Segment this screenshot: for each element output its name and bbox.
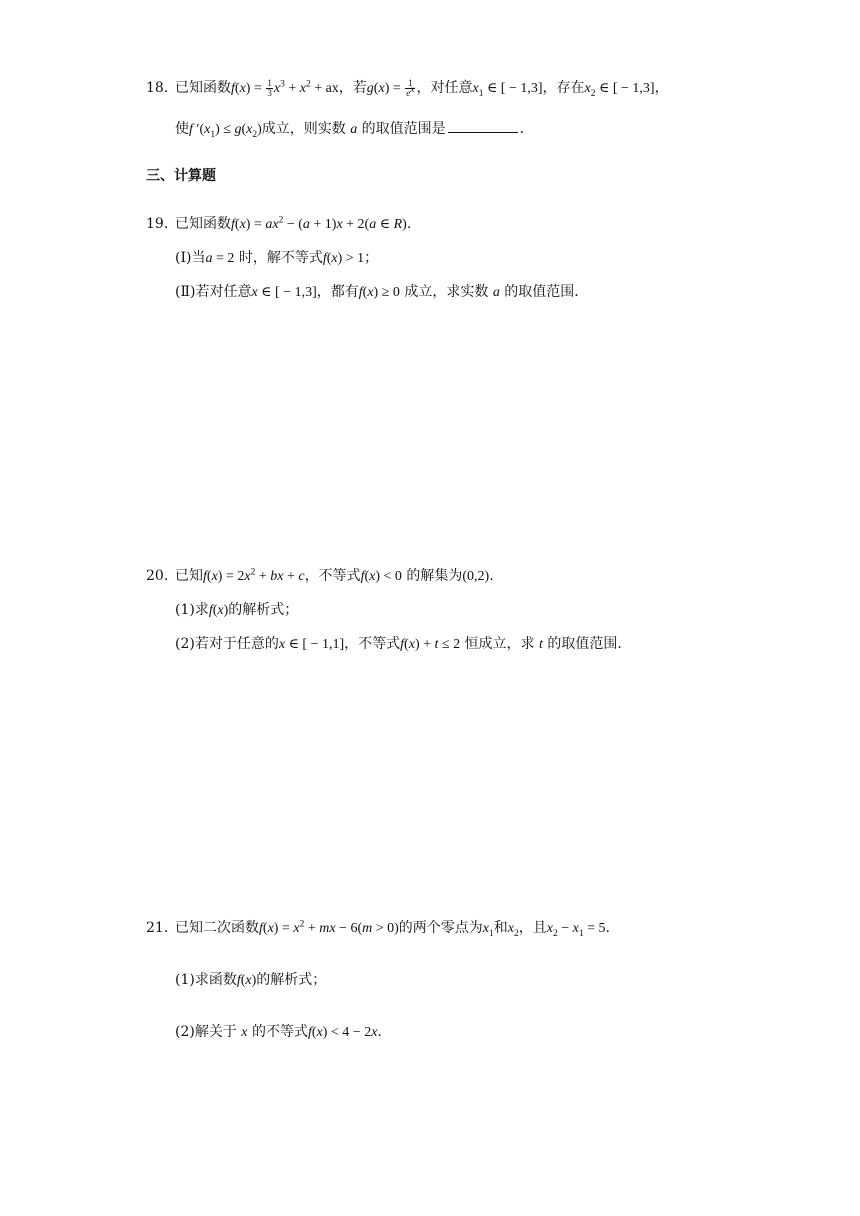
math-expression: a = 2 [205, 251, 235, 266]
question-20-stem: 20. 已知$f(x) = 2x^2$ + bx + c，不等式f(x) < 0 的解集为(0,2). [146, 567, 494, 584]
question-19-part-1: (Ⅰ)当a = 2 时，解不等式f(x) > 1； [175, 250, 379, 266]
question-number: 20. [146, 568, 169, 584]
math-expression: f(x) > 1 [322, 251, 365, 266]
question-number: 21. [146, 920, 169, 936]
math-expression: $x_1$ ∈ [ − 1,3] [472, 81, 543, 99]
question-21-part-1: (1)求函数f(x)的解析式； [175, 972, 327, 988]
question-19-part-2: (Ⅱ)若对任意x ∈ [ − 1,3]，都有f(x) ≥ 0 成立，求实数 a 的取值范围. [175, 284, 579, 300]
section-heading: 三、计算题 [146, 168, 216, 184]
math-expression: $f(x) = x^2$ + mx − 6(m > 0) [259, 919, 399, 936]
math-expression: g(x) = $\frac{1}{e^x}$ [366, 78, 415, 99]
question-number: 19. [146, 216, 169, 232]
math-expression: f(x) [236, 973, 257, 988]
question-21-stem: 21. 已知二次函数$f(x) = x^2$ + mx − 6(m > 0)的两个零点为$x_1$和$x_2$，且$x_2 - x_1 = 5$. [146, 919, 610, 939]
math-expression: f(x) ≥ 0 [358, 285, 400, 300]
math-expression: $x_2$ [507, 921, 519, 939]
question-18-line-1: 18. 已知函数f(x) = $\frac{1}{3}$ $x^3 + x^2$ + ax，若g(x) = $\frac{1}{e^x}$ ，对任意$x_1$ ∈ [ − 1,3]，存在$x_2$ ∈ [ − 1,3]， [146, 78, 669, 99]
math-expression: (0,2) [462, 569, 490, 584]
math-expression: $f(x) = 2x^2$ + bx + c [203, 567, 305, 584]
math-expression: f(x) < 4 − 2x [307, 1025, 378, 1040]
math-expression: $x_2$ ∈ [ − 1,3] [584, 81, 655, 99]
answer-blank[interactable] [448, 118, 518, 133]
question-19-stem: 19. 已知函数$f(x) = ax^2 - (a + 1)x + 2(a$ ∈ R). [146, 215, 412, 232]
question-20-part-1: (1)求f(x)的解析式； [175, 602, 299, 618]
math-expression: $x_1$ [482, 921, 494, 939]
math-expression: f(x) = $\frac{1}{3}$ $x^3 + x^2$ + ax [231, 78, 339, 99]
math-expression: $f(x) = ax^2 - (a + 1)x + 2(a$ ∈ R) [231, 215, 407, 232]
question-21-part-2: (2)解关于 x 的不等式f(x) < 4 − 2x. [175, 1024, 382, 1040]
math-expression: f(x) + t ≤ 2 [400, 637, 461, 652]
math-expression: f $'(x_1) \le g(x_2)$ [189, 122, 262, 140]
math-expression: x ∈ [ − 1,3] [251, 285, 317, 300]
question-20-part-2: (2)若对于任意的x ∈ [ − 1,1]，不等式f(x) + t ≤ 2 恒成立，求 t 的取值范围. [175, 636, 622, 652]
math-expression: $x_2 - x_1 = 5$ [546, 921, 606, 939]
math-expression: f(x) < 0 [360, 569, 402, 584]
question-number: 18. [146, 80, 169, 96]
question-18-line-2: 使f $'(x_1) \le g(x_2)$成立，则实数 a 的取值范围是 . [175, 118, 524, 140]
math-expression: f(x) [208, 603, 229, 618]
math-expression: x ∈ [ − 1,1] [278, 637, 345, 652]
